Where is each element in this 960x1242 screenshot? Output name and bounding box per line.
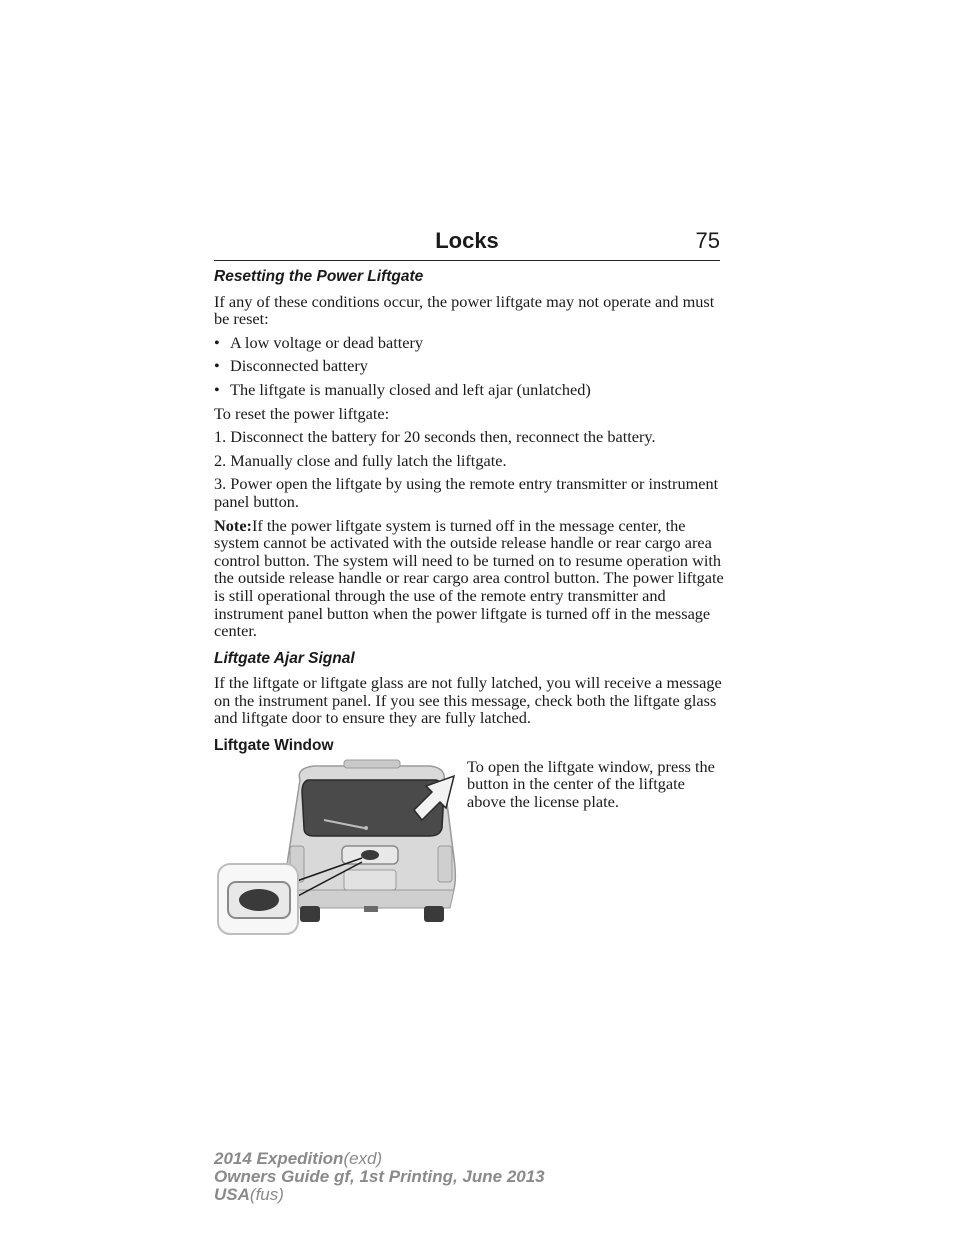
step-2: 2. Manually close and fully latch the liftgate. xyxy=(214,450,507,470)
bullet-text: Disconnected battery xyxy=(230,356,368,376)
bullet-icon: • xyxy=(214,356,220,376)
page-footer xyxy=(214,1150,545,1204)
step-1: 1. Disconnect the battery for 20 seconds then, reconnect the battery. xyxy=(214,427,656,447)
footer-line-guide xyxy=(214,1168,545,1186)
footer-line-model xyxy=(214,1150,545,1168)
list-item xyxy=(214,357,724,375)
footer-market-code: (fus) xyxy=(249,1185,284,1204)
step-3: 3. Power open the liftgate by using the remote entry transmitter or instrument panel button. xyxy=(214,474,719,511)
window-text: To open the liftgate window, press the button in the center of the liftgate above the license plate. xyxy=(467,756,715,811)
footer-model: 2014 Expedition xyxy=(214,1149,344,1168)
ajar-text: If the liftgate or liftgate glass are not fully latched, you will receive a message on the instrument panel. If you see this message, check both the liftgate glass and liftgate door to ensure they are fully latched. xyxy=(214,673,722,728)
heading-resetting: Resetting the Power Liftgate xyxy=(214,268,424,285)
heading-ajar: Liftgate Ajar Signal xyxy=(214,649,355,667)
page-content xyxy=(214,268,724,938)
note-label: Note: xyxy=(214,515,252,535)
bullet-text: A low voltage or dead battery xyxy=(230,332,424,352)
bullet-icon: • xyxy=(214,332,220,352)
page-number: 75 xyxy=(695,228,720,253)
note-paragraph xyxy=(214,517,724,640)
resetting-intro: If any of these conditions occur, the power liftgate may not operate and must be reset: xyxy=(214,291,715,329)
heading-window: Liftgate Window xyxy=(214,737,334,755)
bullet-icon: • xyxy=(214,379,220,399)
bullet-text: The liftgate is manually closed and left ajar (unlatched) xyxy=(230,379,591,399)
window-section xyxy=(214,758,724,938)
footer-line-market xyxy=(214,1186,545,1204)
footer-guide: Owners Guide gf, 1st Printing, June 2013 xyxy=(214,1167,545,1186)
list-item xyxy=(214,381,724,399)
footer-model-code: (exd) xyxy=(343,1149,383,1168)
footer-market: USA xyxy=(214,1185,250,1204)
reset-lead: To reset the power liftgate: xyxy=(214,403,390,423)
list-item xyxy=(214,334,724,352)
section-title: Locks xyxy=(435,228,499,253)
note-text: If the power liftgate system is turned off in the message center, the system cannot be activated with the outside release handle or rear cargo area control button. The system will need to be turned on to resume operation with the outside release handle or rear cargo area control button. The power liftgate is still operational through the use of the remote entry transmitter and instrument panel button when the power liftgate is turned off in the message center. xyxy=(214,515,724,641)
page-header xyxy=(214,226,720,260)
header-divider xyxy=(214,260,720,261)
liftgate-window-illustration xyxy=(214,758,464,938)
